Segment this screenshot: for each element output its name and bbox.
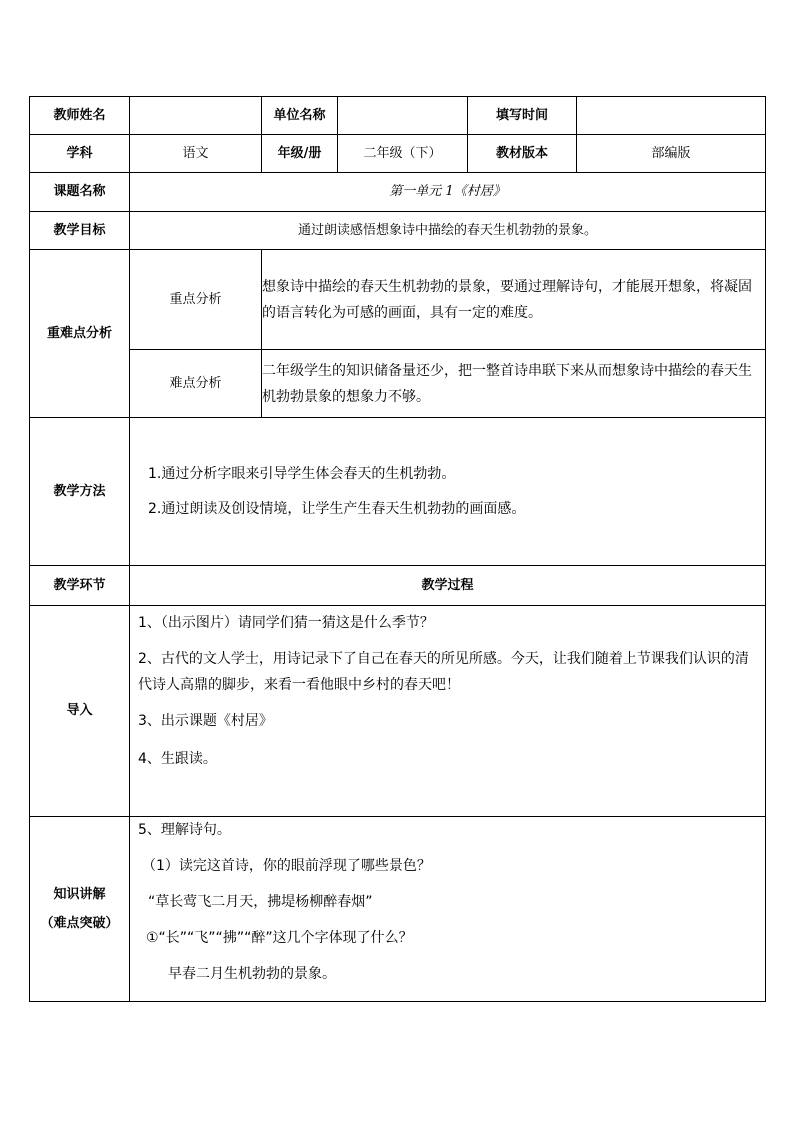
- difficult-point-label: 难点分析: [130, 350, 262, 418]
- row-process-header: [30, 566, 766, 606]
- teacher-name-value: [130, 97, 262, 135]
- row-difficult-point: [30, 350, 766, 418]
- knowledge-sublabel: （难点突破）: [40, 916, 119, 931]
- key-point-label: 重点分析: [130, 250, 262, 350]
- lesson-title-label: 课题名称: [30, 173, 130, 212]
- goal-value: 通过朗读感悟想象诗中描绘的春天生机勃勃的景象。: [130, 212, 766, 250]
- grade-value: 二年级（下）: [338, 135, 468, 173]
- subject-value: 语文: [130, 135, 262, 173]
- knowledge-line: 5、理解诗句。: [138, 822, 231, 838]
- intro-content: [130, 606, 766, 817]
- lesson-plan-table: [29, 96, 766, 1002]
- row-goal: [30, 212, 766, 250]
- unit-name-label: 单位名称: [262, 97, 338, 135]
- knowledge-content: [130, 817, 766, 1002]
- teacher-name-label: 教师姓名: [30, 97, 130, 135]
- intro-label: 导入: [30, 606, 130, 817]
- knowledge-line: （1）读完这首诗，你的眼前浮现了哪些景色？: [142, 858, 431, 874]
- lesson-title-value: 第一单元 1《村居》: [130, 173, 766, 212]
- key-point-text: 想象诗中描绘的春天生机勃勃的景象，要通过理解诗句，才能展开想象，将凝固的语言转化为可感的画面，具有一定的难度。: [262, 250, 766, 350]
- row-teacher: [30, 97, 766, 135]
- process-header-value: 教学过程: [130, 566, 766, 606]
- knowledge-label: 知识讲解: [53, 886, 106, 902]
- fill-time-value: [577, 97, 766, 135]
- intro-line: 4、生跟读。: [138, 751, 217, 767]
- row-subject: [30, 135, 766, 173]
- row-method: [30, 418, 766, 566]
- knowledge-line: ①“长”“飞”“拂”“醉”这几个字体现了什么？: [146, 930, 413, 946]
- difficult-point-text: 二年级学生的知识储备量还少，把一整首诗串联下来从而想象诗中描绘的春天生机勃勃景象的想象力不够。: [262, 350, 766, 418]
- edition-label: 教材版本: [468, 135, 577, 173]
- method-content: [130, 418, 766, 566]
- fill-time-label: 填写时间: [468, 97, 577, 135]
- subject-label: 学科: [30, 135, 130, 173]
- method-item: 1.通过分析字眼来引导学生体会春天的生机勃勃。: [148, 465, 456, 482]
- row-lesson: [30, 173, 766, 212]
- method-label: 教学方法: [30, 418, 130, 566]
- intro-line: 2、古代的文人学士，用诗记录下了自己在春天的所见所感。今天，让我们随着上节课我们认识的清代诗人高鼎的脚步，来看一看他眼中乡村的春天吧！: [138, 651, 749, 693]
- goal-label: 教学目标: [30, 212, 130, 250]
- row-intro: [30, 606, 766, 817]
- knowledge-label-cell: [30, 817, 130, 1002]
- row-key-point: [30, 250, 766, 350]
- edition-value: 部编版: [577, 135, 766, 173]
- row-knowledge: [30, 817, 766, 1002]
- process-step-label: 教学环节: [30, 566, 130, 606]
- analysis-label: 重难点分析: [30, 250, 130, 418]
- knowledge-line: “草长莺飞二月天，拂堤杨柳醉春烟”: [148, 894, 373, 910]
- method-item: 2.通过朗读及创设情境，让学生产生春天生机勃勃的画面感。: [148, 500, 526, 517]
- knowledge-line: 早春二月生机勃勃的景象。: [168, 966, 336, 982]
- unit-name-value: [338, 97, 468, 135]
- intro-line: 3、出示课题《村居》: [138, 713, 273, 729]
- grade-label: 年级/册: [262, 135, 338, 173]
- intro-line: 1、（出示图片）请同学们猜一猜这是什么季节？: [138, 615, 434, 631]
